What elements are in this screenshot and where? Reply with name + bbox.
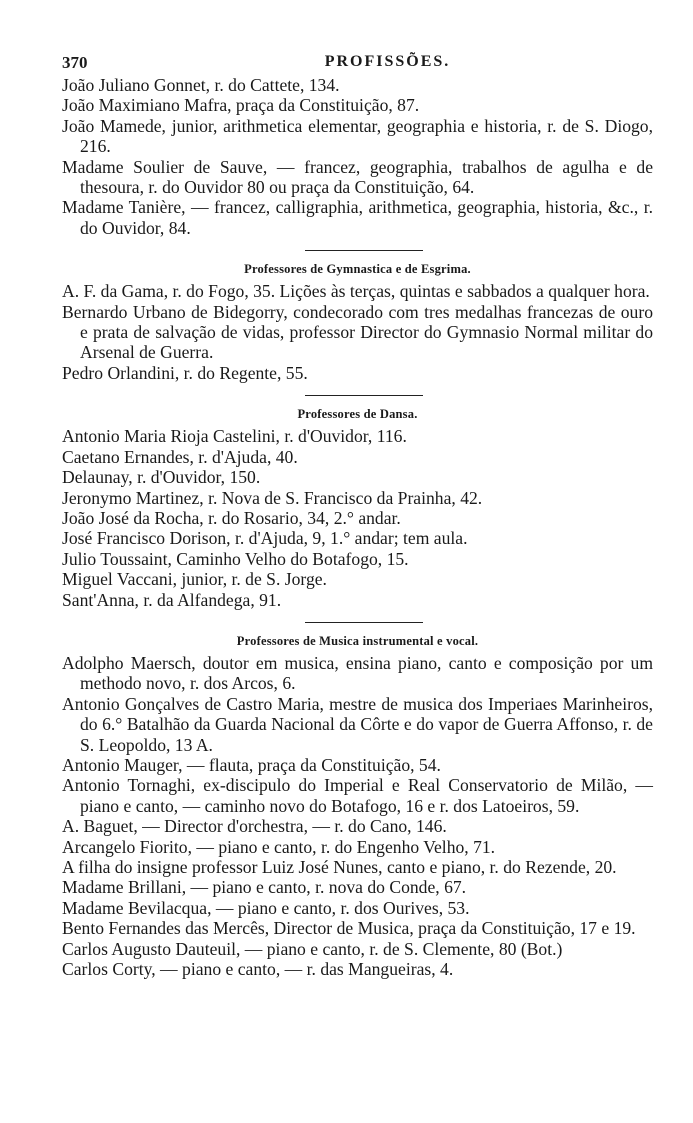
directory-entry: Madame Soulier de Sauve, — francez, geographia, trabalhos de agulha e de thesoura, r. do Ouvidor 80 ou praça da Constituição, 64. — [62, 156, 653, 198]
directory-entry: Pedro Orlandini, r. do Regente, 55. — [62, 362, 308, 383]
section-gymnastics-fencing — [62, 250, 653, 383]
section-divider — [305, 395, 423, 396]
directory-entry: Sant'Anna, r. da Alfandega, 91. — [62, 589, 282, 610]
section-title: Professores de Dansa. — [297, 407, 418, 422]
directory-entry: Antonio Tornaghi, ex-discipulo do Imperial e Real Conservatorio de Milão, — piano e canto, — caminho novo do Botafogo, 16 e r. dos Latoeiros, 59. — [62, 775, 653, 816]
directory-entry: João Maximiano Mafra, praça da Constituição, 87. — [62, 95, 420, 116]
section-title: Professores de Musica instrumental e vocal. — [236, 633, 479, 648]
directory-entry: Delaunay, r. d'Ouvidor, 150. — [62, 467, 261, 488]
directory-entry: A. F. da Gama, r. do Fogo, 35. Lições às terças, quintas e sabbados a qualquer hora. — [62, 281, 650, 302]
directory-entry: Caetano Ernandes, r. d'Ajuda, 40. — [62, 446, 298, 467]
directory-entry: Jeronymo Martinez, r. Nova de S. Francisco da Prainha, 42. — [62, 487, 483, 508]
directory-entry: Carlos Corty, — piano e canto, — r. das Mangueiras, 4. — [62, 959, 454, 980]
directory-entry: Carlos Augusto Dauteuil, — piano e canto, r. de S. Clemente, 80 (Bot.) — [62, 938, 563, 959]
directory-entry: João José da Rocha, r. do Rosario, 34, 2.° andar. — [62, 507, 401, 528]
directory-entry: João Juliano Gonnet, r. do Cattete, 134. — [62, 75, 340, 95]
directory-entry: Antonio Mauger, — flauta, praça da Constituição, 54. — [62, 754, 441, 775]
directory-entry: João Mamede, junior, arithmetica elementar, geographia e historia, r. de S. Diogo, 216. — [62, 115, 653, 157]
running-head: PROFISSÕES. — [324, 53, 451, 70]
directory-entry: Madame Brillani, — piano e canto, r. nova do Conde, 67. — [62, 877, 467, 898]
section-title: Professores de Gymnastica e de Esgrima. — [244, 262, 471, 277]
section-music — [62, 622, 653, 980]
directory-entry: Arcangelo Fiorito, — piano e canto, r. do Engenho Velho, 71. — [62, 836, 496, 857]
page-header — [62, 53, 653, 75]
directory-entry: Madame Bevilacqua, — piano e canto, r. dos Ourives, 53. — [62, 897, 470, 918]
section-divider — [305, 622, 423, 623]
intro-entries — [62, 75, 653, 238]
directory-entry: Bernardo Urbano de Bidegorry, condecorado com tres medalhas francezas de ouro e prata de salvação de vidas, professor Director do Gymnasio Normal militar do Arsenal de Guerra. — [62, 301, 653, 363]
directory-entry: Madame Tanière, — francez, calligraphia, arithmetica, geographia, historia, &c., r. do Ouvidor, 84. — [62, 197, 653, 238]
directory-entry: Antonio Gonçalves de Castro Maria, mestre de musica dos Imperiaes Marinheiros, do 6.° Batalhão da Guarda Nacional da Côrte e do vapor de Guerra Affonso, r. de S. Leopoldo, 13 A. — [62, 693, 653, 755]
section-divider — [305, 250, 423, 251]
page-number: 370 — [62, 53, 88, 72]
section-dance — [62, 395, 653, 610]
directory-entry: Bento Fernandes das Mercês, Director de Musica, praça da Constituição, 17 e 19. — [62, 918, 636, 939]
directory-entry: Adolpho Maersch, doutor em musica, ensina piano, canto e composição por um methodo novo, r. dos Arcos, 6. — [62, 652, 653, 694]
directory-entry: A filha do insigne professor Luiz José Nunes, canto e piano, r. do Rezende, 20. — [62, 857, 617, 877]
directory-entry: Antonio Maria Rioja Castelini, r. d'Ouvidor, 116. — [62, 426, 407, 447]
directory-entry: Julio Toussaint, Caminho Velho do Botafogo, 15. — [62, 548, 409, 569]
directory-entry: José Francisco Dorison, r. d'Ajuda, 9, 1.° andar; tem aula. — [62, 528, 468, 549]
directory-entry: A. Baguet, — Director d'orchestra, — r. do Cano, 146. — [62, 816, 447, 837]
directory-entry: Miguel Vaccani, junior, r. de S. Jorge. — [62, 569, 327, 590]
